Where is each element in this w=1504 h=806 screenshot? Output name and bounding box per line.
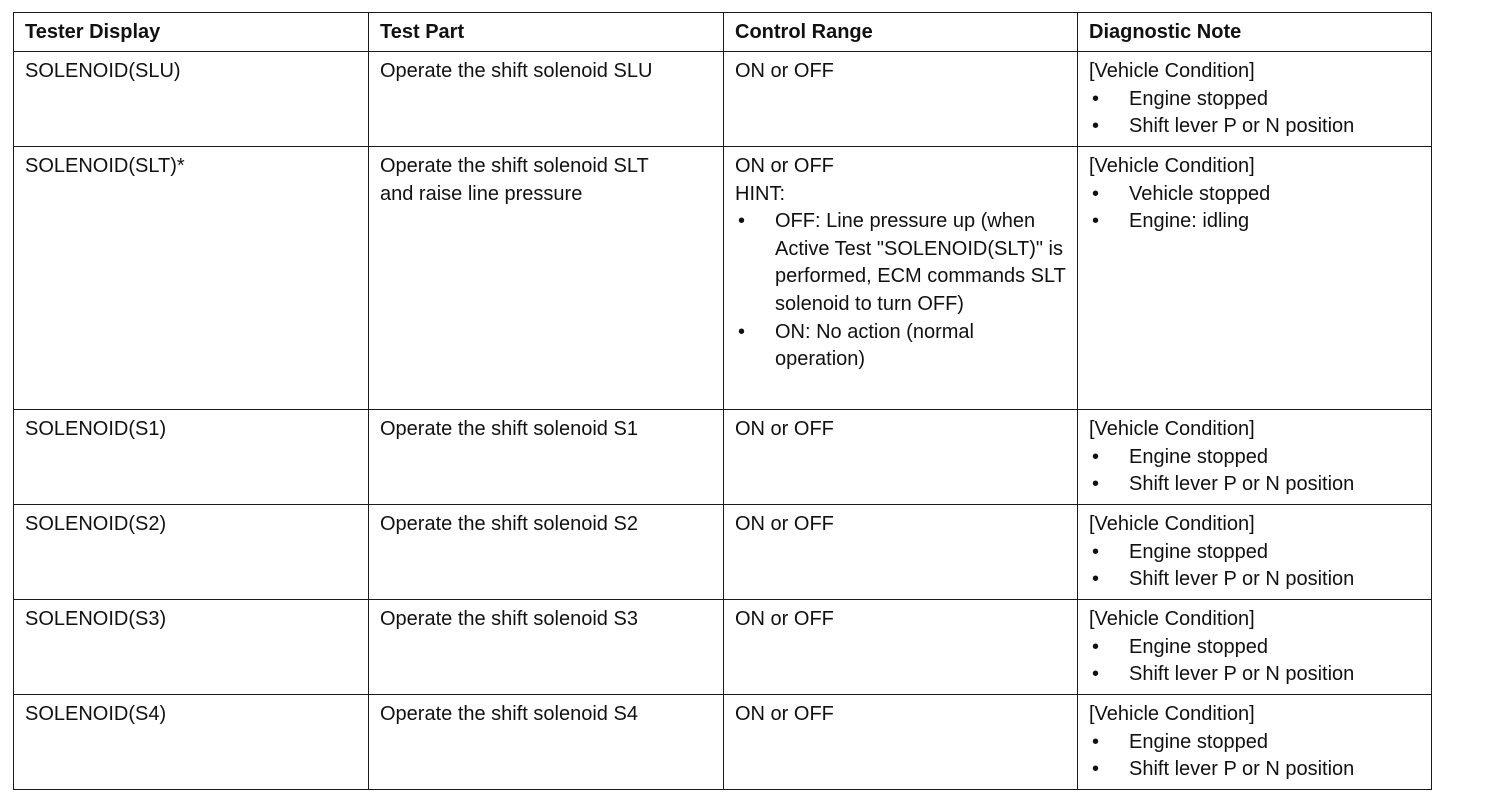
note-item: • Shift lever P or N position bbox=[1089, 566, 1421, 594]
diagnostic-note-cell bbox=[1078, 695, 1432, 790]
control-range-cell bbox=[724, 147, 1078, 410]
note-list bbox=[1089, 634, 1421, 689]
test-part-text: Operate the shift solenoid S4 bbox=[380, 703, 638, 725]
table-row bbox=[14, 410, 1432, 505]
note-item: • Shift lever P or N position bbox=[1089, 471, 1421, 499]
tester-display-cell: SOLENOID(S1) bbox=[14, 410, 369, 505]
diagnostic-note-cell bbox=[1078, 600, 1432, 695]
diagnostic-note-cell bbox=[1078, 52, 1432, 147]
note-title: [Vehicle Condition] bbox=[1089, 155, 1255, 177]
note-title: [Vehicle Condition] bbox=[1089, 513, 1255, 535]
table-row bbox=[14, 147, 1432, 410]
note-list bbox=[1089, 444, 1421, 499]
test-part-cell bbox=[369, 147, 724, 410]
note-title: [Vehicle Condition] bbox=[1089, 418, 1255, 440]
table-row bbox=[14, 505, 1432, 600]
note-item: • Engine stopped bbox=[1089, 634, 1421, 662]
note-list bbox=[1089, 181, 1421, 236]
active-test-table bbox=[13, 12, 1432, 790]
note-item: • Engine: idling bbox=[1089, 208, 1421, 236]
note-item: • Engine stopped bbox=[1089, 539, 1421, 567]
table-row bbox=[14, 52, 1432, 147]
tester-display-cell: SOLENOID(SLU) bbox=[14, 52, 369, 147]
table-row bbox=[14, 600, 1432, 695]
tester-display-cell: SOLENOID(S2) bbox=[14, 505, 369, 600]
control-range-text: ON or OFF bbox=[735, 155, 834, 177]
tester-display-cell: SOLENOID(S4) bbox=[14, 695, 369, 790]
note-title: [Vehicle Condition] bbox=[1089, 703, 1255, 725]
note-item: • Shift lever P or N position bbox=[1089, 661, 1421, 689]
note-title: [Vehicle Condition] bbox=[1089, 608, 1255, 630]
control-range-cell: ON or OFF bbox=[724, 410, 1078, 505]
note-item: • Engine stopped bbox=[1089, 729, 1421, 757]
test-part-cell bbox=[369, 505, 724, 600]
note-item: • Shift lever P or N position bbox=[1089, 113, 1421, 141]
tester-display-cell: SOLENOID(SLT)* bbox=[14, 147, 369, 410]
test-part-cell bbox=[369, 52, 724, 147]
test-part-cell bbox=[369, 600, 724, 695]
note-title: [Vehicle Condition] bbox=[1089, 60, 1255, 82]
test-part-text: Operate the shift solenoid S3 bbox=[380, 608, 638, 630]
header-tester-display: Tester Display bbox=[14, 13, 369, 52]
header-test-part: Test Part bbox=[369, 13, 724, 52]
test-part-cell bbox=[369, 695, 724, 790]
diagnostic-note-cell bbox=[1078, 147, 1432, 410]
test-part-cell bbox=[369, 410, 724, 505]
note-item: • Vehicle stopped bbox=[1089, 181, 1421, 209]
hint-label: HINT: bbox=[735, 182, 785, 205]
control-range-cell: ON or OFF bbox=[724, 695, 1078, 790]
note-item: • Engine stopped bbox=[1089, 86, 1421, 114]
note-list bbox=[1089, 539, 1421, 594]
note-list bbox=[1089, 86, 1421, 141]
hint-item: • OFF: Line pressure up (when Active Test "SOLENOID(SLT)" is performed, ECM commands SLT solenoid to turn OFF) bbox=[735, 208, 1067, 318]
test-part-text: and raise line pressure bbox=[380, 182, 583, 205]
test-part-text: Operate the shift solenoid S1 bbox=[380, 418, 638, 440]
control-range-cell: ON or OFF bbox=[724, 52, 1078, 147]
tester-display-cell: SOLENOID(S3) bbox=[14, 600, 369, 695]
hint-list bbox=[735, 208, 1067, 374]
control-range-cell: ON or OFF bbox=[724, 505, 1078, 600]
diagnostic-note-cell bbox=[1078, 505, 1432, 600]
note-item: • Shift lever P or N position bbox=[1089, 756, 1421, 784]
header-row bbox=[14, 13, 1432, 52]
test-part-text: Operate the shift solenoid SLU bbox=[380, 60, 653, 82]
header-diagnostic-note: Diagnostic Note bbox=[1078, 13, 1432, 52]
test-part-text: Operate the shift solenoid SLT bbox=[380, 155, 649, 177]
table-row bbox=[14, 695, 1432, 790]
note-item: • Engine stopped bbox=[1089, 444, 1421, 472]
diagnostic-note-cell bbox=[1078, 410, 1432, 505]
control-range-cell: ON or OFF bbox=[724, 600, 1078, 695]
note-list bbox=[1089, 729, 1421, 784]
test-part-text: Operate the shift solenoid S2 bbox=[380, 513, 638, 535]
header-control-range: Control Range bbox=[724, 13, 1078, 52]
hint-item: • ON: No action (normal operation) bbox=[735, 319, 1067, 374]
